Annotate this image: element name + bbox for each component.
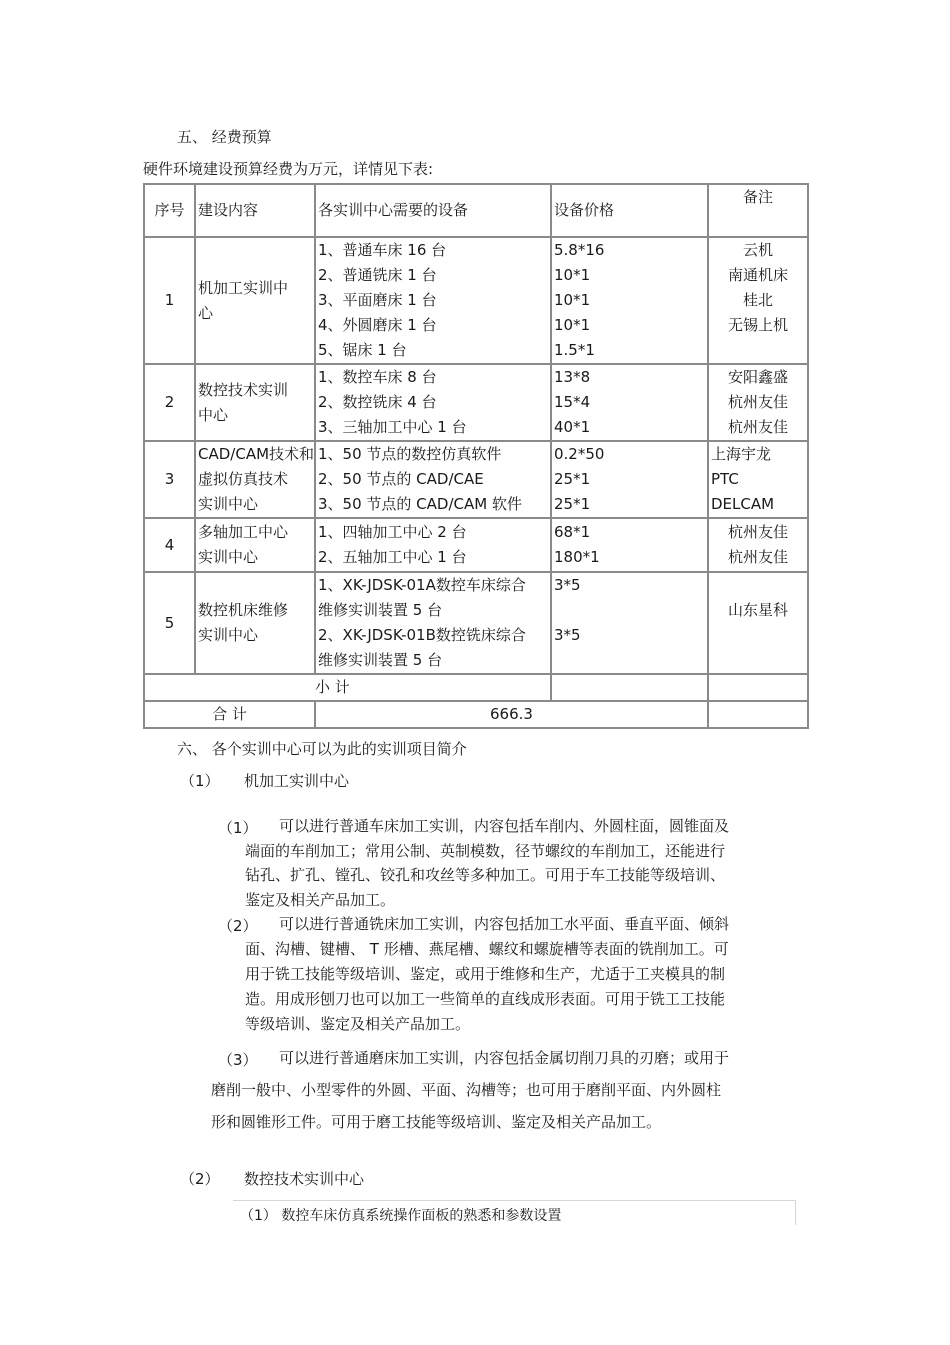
price-line: 15*4: [554, 393, 591, 411]
equipment-line: 2、数控铣床 4 台: [318, 393, 437, 411]
row-note: [708, 237, 808, 364]
row-content-line: 心: [198, 303, 214, 322]
item-line: 形和圆锥形工件。可用于磨工技能等级培训、鉴定及相关产品加工。: [211, 1113, 662, 1131]
price-line: 10*1: [554, 291, 591, 309]
row-price: [551, 364, 708, 441]
item-line: 可以进行普通磨床加工实训，内容包括金属切削刀具的刃磨；或用于: [279, 1049, 730, 1067]
section-heading-projects: 六、 各个实训中心可以为此的实训项目简介: [177, 740, 467, 758]
row-content: [195, 518, 315, 572]
row-equipment: [315, 237, 551, 364]
note-line: DELCAM: [711, 495, 775, 513]
row-price: [551, 572, 708, 674]
equipment-line: 维修实训装置 5 台: [318, 601, 443, 619]
price-line: 68*1: [554, 523, 591, 541]
price-line: 1.5*1: [554, 341, 595, 359]
equipment-line: 2、五轴加工中心 1 台: [318, 548, 467, 566]
note-line: 杭州友佳: [727, 523, 788, 541]
item-line: 可以进行普通车床加工实训，内容包括车削内、外圆柱面，圆锥面及: [279, 817, 730, 835]
note-line: PTC: [711, 470, 739, 488]
item-number: （3）: [218, 1051, 258, 1069]
table-row: [144, 364, 808, 441]
table-row: [144, 518, 808, 572]
row-content-line: 数控机床维修: [198, 601, 289, 619]
price-line: 10*1: [554, 316, 591, 334]
item-line: 鉴定及相关产品加工。: [245, 890, 396, 909]
note-line: 安阳鑫盛: [727, 368, 788, 386]
note-line: 杭州友佳: [727, 548, 788, 566]
subtotal-row: [144, 674, 808, 701]
total-label: 合 计: [144, 701, 315, 728]
row-content-line: 多轴加工中心: [198, 523, 289, 541]
row-equipment: [315, 518, 551, 572]
note-line: 杭州友佳: [727, 418, 788, 436]
subtotal-label: 小 计: [144, 674, 551, 701]
row-equipment: [315, 572, 551, 674]
subsection-title: 数控技术实训中心: [244, 1170, 365, 1188]
item-line: 用于铣工技能等级培训、鉴定，或用于维修和生产，尤适于工夹模具的制: [245, 965, 726, 983]
row-content: [195, 364, 315, 441]
price-line: 180*1: [554, 548, 600, 566]
item-line: 可以进行普通铣床加工实训，内容包括加工水平面、垂直平面、倾斜: [279, 915, 730, 933]
subsection-title: 机加工实训中心: [244, 772, 350, 790]
item-line: 端面的车削加工；常用公制、英制模数，径节螺纹的车削加工，还能进行: [245, 841, 726, 860]
equipment-line: 1、XK-JDSK-01A数控车床综合: [318, 576, 526, 594]
row-content-line: 实训中心: [198, 626, 259, 644]
equipment-line: 1、四轴加工中心 2 台: [318, 523, 467, 541]
total-row: [144, 701, 808, 728]
price-line: 25*1: [554, 495, 591, 513]
item-line: 造。用成形刨刀也可以加工一些简单的直线成形表面。可用于铣工工技能: [245, 990, 726, 1008]
header-note: 备注: [708, 184, 808, 237]
header-equipment: 各实训中心需要的设备: [315, 184, 551, 237]
note-line: [709, 573, 807, 598]
row-equipment: [315, 441, 551, 518]
section-heading-budget: 五、 经费预算: [177, 128, 272, 146]
total-note: [708, 701, 808, 728]
price-line: 5.8*16: [554, 241, 605, 259]
equipment-line: 3、三轴加工中心 1 台: [318, 418, 467, 436]
row-content-line: 虚拟仿真技术: [198, 470, 289, 488]
row-equipment: [315, 364, 551, 441]
price-line: 3*5: [554, 576, 581, 594]
item-line: 磨削一般中、小型零件的外圆、平面、沟槽等；也可用于磨削平面、内外圆柱: [211, 1081, 722, 1099]
equipment-line: 4、外圆磨床 1 台: [318, 316, 437, 334]
price-line: 3*5: [554, 626, 581, 644]
row-note: [708, 518, 808, 572]
row-number: 1: [144, 237, 195, 364]
equipment-line: 3、50 节点的 CAD/CAM 软件: [318, 495, 522, 513]
note-line: [709, 648, 807, 673]
row-number: 4: [144, 518, 195, 572]
price-line: [554, 598, 707, 623]
table-row: [144, 237, 808, 364]
row-note: [708, 441, 808, 518]
item-number: （2）: [218, 917, 258, 935]
row-content-line: CAD/CAM技术和: [198, 445, 315, 463]
row-number: 3: [144, 441, 195, 518]
row-content: [195, 441, 315, 518]
note-line: [709, 623, 807, 648]
subsection-number: （1）: [180, 772, 220, 790]
total-value: 666.3: [315, 701, 708, 728]
price-line: 40*1: [554, 418, 591, 436]
note-line: 山东星科: [727, 601, 788, 619]
header-no: 序号: [144, 184, 195, 237]
row-content: [195, 572, 315, 674]
equipment-line: 2、普通铣床 1 台: [318, 266, 437, 284]
note-line: 无锡上机: [727, 316, 788, 334]
note-line: 云机: [742, 241, 773, 259]
row-note: [708, 572, 808, 674]
row-note: [708, 364, 808, 441]
equipment-line: 5、锯床 1 台: [318, 341, 407, 359]
row-content-line: 实训中心: [198, 548, 259, 566]
price-line: [554, 648, 707, 673]
equipment-line: 1、普通车床 16 台: [318, 241, 447, 259]
equipment-line: 2、50 节点的 CAD/CAE: [318, 470, 484, 488]
table-row: [144, 572, 808, 674]
note-line: 上海宇龙: [711, 445, 772, 463]
equipment-line: 1、数控车床 8 台: [318, 368, 437, 386]
price-line: 25*1: [554, 470, 591, 488]
row-content-line: 中心: [198, 405, 229, 424]
price-line: 10*1: [554, 266, 591, 284]
row-number: 5: [144, 572, 195, 674]
row-price: [551, 518, 708, 572]
equipment-line: 2、XK-JDSK-01B数控铣床综合: [318, 626, 526, 644]
subsection-number: （2）: [180, 1170, 220, 1188]
note-line: 杭州友佳: [727, 393, 788, 411]
row-price: [551, 441, 708, 518]
subtotal-note: [708, 674, 808, 701]
item-line: 钻孔、扩孔、镗孔、铰孔和攻丝等多种加工。可用于车工技能等级培训、: [245, 866, 726, 884]
subtotal-price: [551, 674, 708, 701]
equipment-line: 3、平面磨床 1 台: [318, 291, 437, 309]
row-price: [551, 237, 708, 364]
note-line: 桂北: [742, 291, 773, 309]
header-content: 建设内容: [195, 184, 315, 237]
item-number: （1）: [218, 819, 258, 837]
sub2-item: （1） 数控车床仿真系统操作面板的熟悉和参数设置: [240, 1208, 562, 1224]
equipment-line: 1、50 节点的数控仿真软件: [318, 445, 502, 463]
budget-table: [143, 183, 809, 729]
row-content: [195, 237, 315, 364]
price-line: 13*8: [554, 368, 591, 386]
equipment-line: 维修实训装置 5 台: [318, 651, 443, 669]
row-content-line: 机加工实训中: [198, 278, 289, 297]
note-line: 南通机床: [727, 266, 788, 284]
row-content-line: 实训中心: [198, 495, 259, 513]
item-line: 等级培训、鉴定及相关产品加工。: [245, 1015, 471, 1033]
header-price: 设备价格: [551, 184, 708, 237]
table-header-row: [144, 184, 808, 237]
table-row: [144, 441, 808, 518]
item-line: 面、沟槽、键槽、 T 形槽、燕尾槽、螺纹和螺旋槽等表面的铣削加工。可: [245, 940, 729, 958]
note-line: [709, 338, 807, 363]
budget-intro: 硬件环境建设预算经费为万元，详情见下表:: [143, 160, 434, 178]
row-content-line: 数控技术实训: [198, 380, 289, 399]
row-number: 2: [144, 364, 195, 441]
price-line: 0.2*50: [554, 445, 605, 463]
